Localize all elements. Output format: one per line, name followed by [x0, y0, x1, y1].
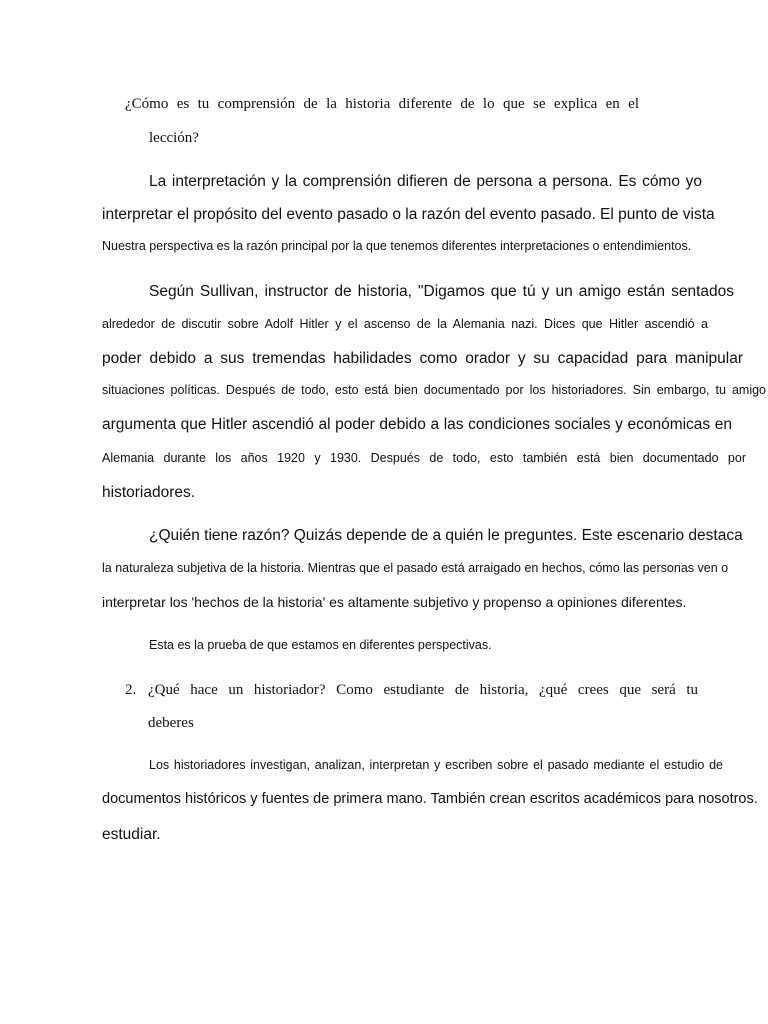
- paragraph-2-line-4: situaciones políticas. Después de todo, esto está bien documentado por los historiadores. Sin embargo, tu amigo: [102, 383, 766, 397]
- question-2-line-1: ¿Qué hace un historiador? Como estudiante de historia, ¿qué crees que será tu: [148, 682, 698, 698]
- paragraph-5-line-3: estudiar.: [102, 826, 161, 843]
- paragraph-2-line-3: poder debido a sus tremendas habilidades como orador y su capacidad para manipular: [102, 350, 743, 367]
- question-2-number: 2.: [125, 682, 137, 698]
- paragraph-1-line-2: interpretar el propósito del evento pasado o la razón del evento pasado. El punto de vista: [102, 206, 715, 223]
- paragraph-3-line-2: la naturaleza subjetiva de la historia. Mientras que el pasado está arraigado en hechos, cómo las personas ven o: [102, 561, 729, 575]
- question-1-line-1: ¿Cómo es tu comprensión de la historia diferente de lo que se explica en el: [125, 96, 639, 112]
- question-1-line-2: lección?: [149, 130, 199, 146]
- paragraph-5-line-1: Los historiadores investigan, analizan, interpretan y escriben sobre el pasado mediante el estudio de: [149, 758, 723, 772]
- paragraph-2-line-2: alrededor de discutir sobre Adolf Hitler y el ascenso de la Alemania nazi. Dices que Hitler ascendió a: [102, 317, 708, 331]
- paragraph-1-line-1: La interpretación y la comprensión difieren de persona a persona. Es cómo yo: [149, 173, 702, 190]
- paragraph-2-line-7: historiadores.: [102, 484, 196, 501]
- paragraph-5-line-2: documentos históricos y fuentes de primera mano. También crean escritos académicos para nosotros.: [102, 791, 758, 807]
- paragraph-4-line-1: Esta es la prueba de que estamos en diferentes perspectivas.: [149, 638, 492, 652]
- paragraph-2-line-1: Según Sullivan, instructor de historia, "Digamos que tú y un amigo están sentados: [149, 283, 734, 300]
- paragraph-3-line-3: interpretar los 'hechos de la historia' es altamente subjetivo y propenso a opiniones diferentes.: [102, 594, 687, 610]
- paragraph-1-line-3: Nuestra perspectiva es la razón principal por la que tenemos diferentes interpretaciones o entendimientos.: [102, 239, 692, 253]
- question-2-line-2: deberes: [148, 715, 194, 731]
- paragraph-2-line-6: Alemania durante los años 1920 y 1930. Después de todo, esto también está bien documentado por: [102, 451, 746, 465]
- paragraph-2-line-5: argumenta que Hitler ascendió al poder debido a las condiciones sociales y económicas en: [102, 416, 732, 433]
- paragraph-3-line-1: ¿Quién tiene razón? Quizás depende de a quién le preguntes. Este escenario destaca: [149, 527, 743, 544]
